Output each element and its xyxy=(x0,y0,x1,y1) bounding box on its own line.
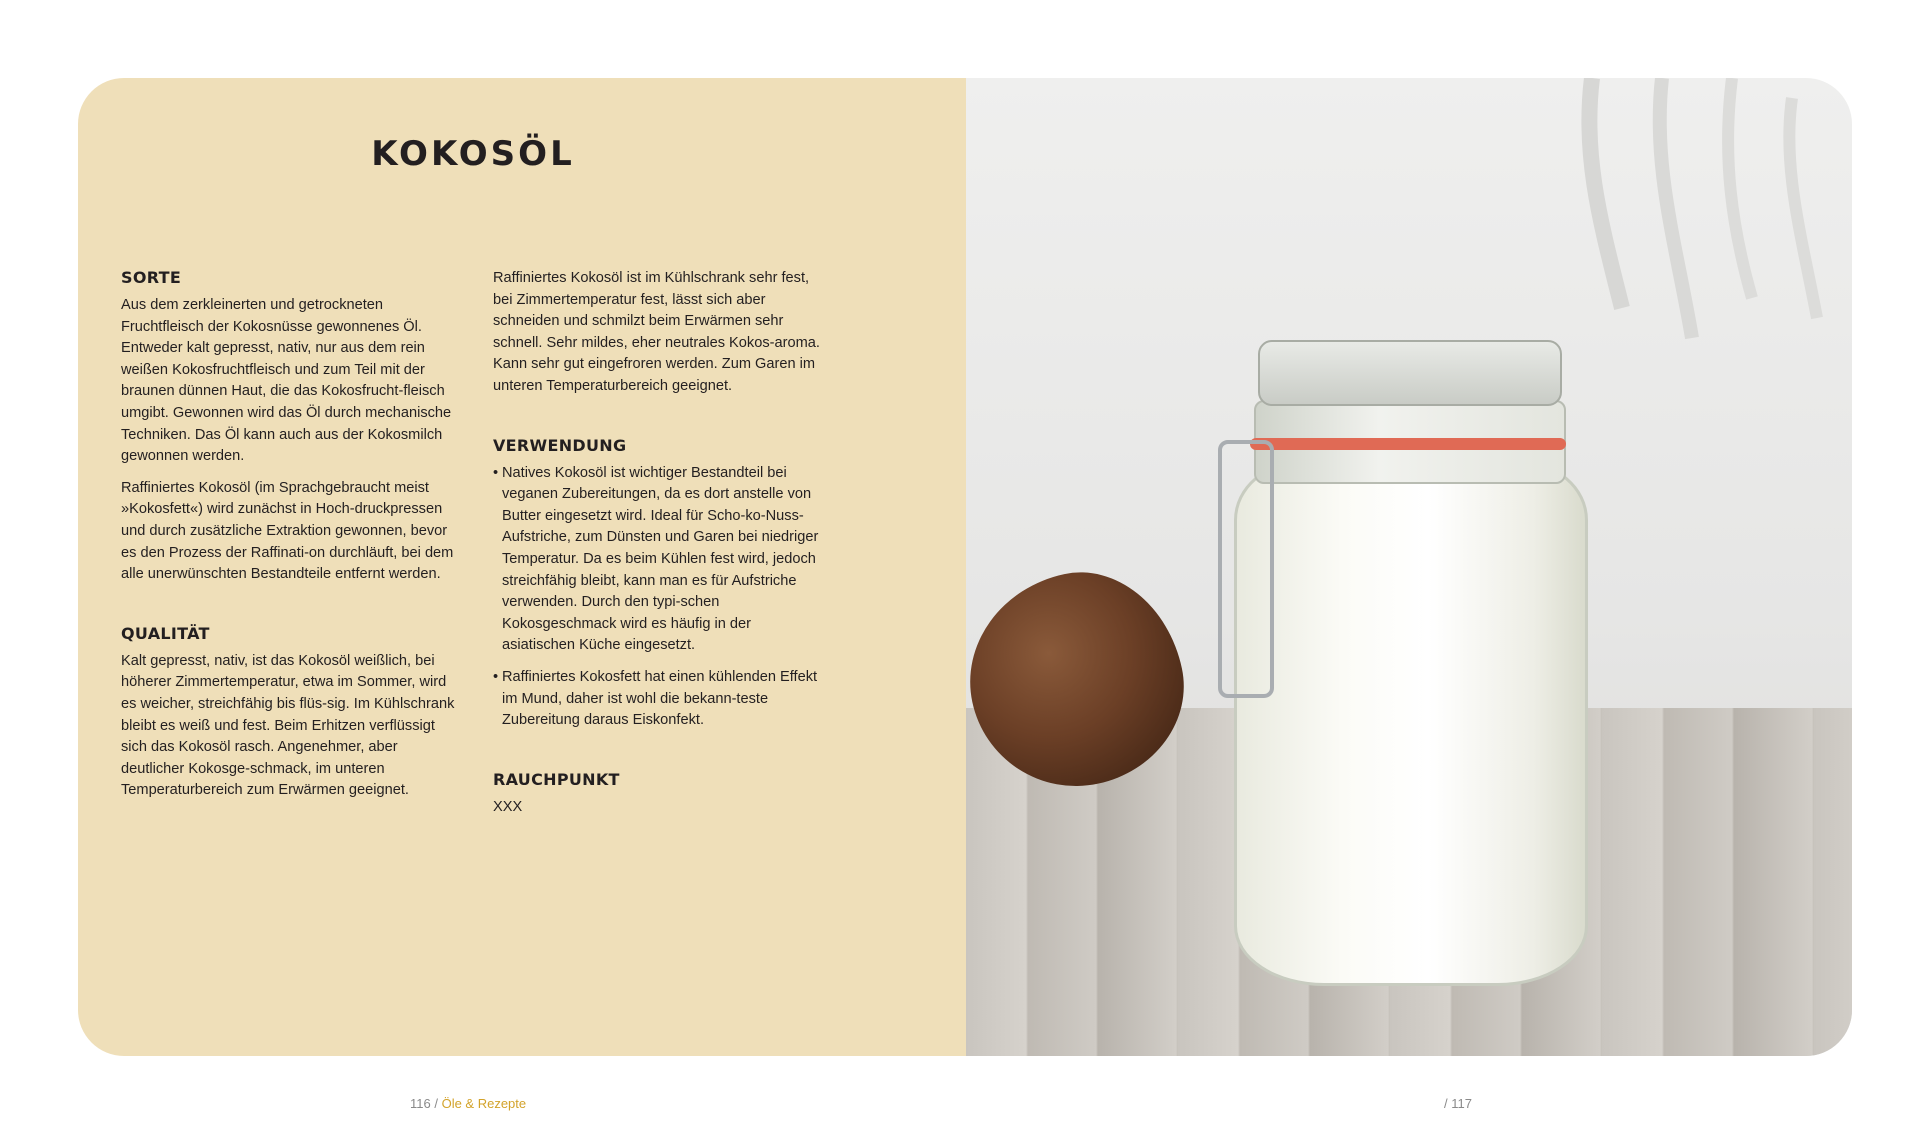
sorte-heading: SORTE xyxy=(121,268,182,287)
bullet-item xyxy=(493,667,828,732)
bullet-icon: • xyxy=(493,668,499,685)
glass-jar xyxy=(1224,340,1592,990)
rubber-seal xyxy=(1250,438,1566,450)
text-column-left xyxy=(121,268,461,812)
sorte-paragraph-2: Raffiniertes Kokosöl (im Sprachgebraucht meist »Kokosfett«) wird zunächst in Hoch-druckpressen und durch zusätzliche Extraktion gewonnen, bevor es den Prozess der Raffinati-on durchläuft, bei dem alle unerwünschten Bestandteile entfernt werden. xyxy=(121,479,454,583)
sorte-paragraph-1: Aus dem zerkleinerten und getrockneten Fruchtfleisch der Kokosnüsse gewonnenes Öl. Entweder kalt gepresst, nativ, nur aus dem rein weißen Kokosfruchtfleisch und zum Teil mit der braunen dünnen Haut, die das Kokosfrucht-fleisch umgibt. Gewonnen wird das Öl durch mechanische Techniken. Das Öl kann auch aus der Kokosmilch gewonnen werden. xyxy=(121,297,452,465)
text-column-right xyxy=(493,268,828,828)
page-title: KOKOSÖL xyxy=(371,134,575,174)
jar-body xyxy=(1234,460,1588,986)
rauchpunkt-heading: RAUCHPUNKT xyxy=(493,769,620,789)
bullet-icon: • xyxy=(493,464,499,481)
refined-oil-paragraph: Raffiniertes Kokosöl ist im Kühlschrank sehr fest, bei Zimmertemperatur fest, lässt sich aber schneiden und schmilzt beim Erwärmen sehr schnell. Sehr mildes, eher neutrales Kokos-aroma. Kann sehr gut eingefroren werden. Zum Garen im unteren Temperaturbereich geeignet. xyxy=(493,270,820,394)
jar-lid xyxy=(1258,340,1562,406)
page-number-right: / 117 xyxy=(1444,1096,1472,1111)
page-number-left: 116 / xyxy=(410,1096,438,1111)
photo-coconut-oil-jar xyxy=(966,78,1852,1056)
left-page xyxy=(78,78,966,1056)
qualitaet-paragraph: Kalt gepresst, nativ, ist das Kokosöl weißlich, bei höherer Zimmertemperatur, etwa im Sommer, wird es weicher, streichfähig bis flüs-sig. Im Kühlschrank bleibt es weiß und fest. Beim Erhitzen verflüssigt sich das Kokosöl rasch. Angenehmer, aber deutlicher Kokosge-schmack, im unteren Temperaturbereich zum Erwärmen geeignet. xyxy=(121,652,455,799)
wire-clasp xyxy=(1218,440,1274,698)
book-spread xyxy=(78,78,1852,1056)
qualitaet-heading: QUALITÄT xyxy=(121,623,210,643)
rauchpunkt-value: XXX xyxy=(493,798,523,815)
bullet-text-1: Natives Kokosöl ist wichtiger Bestandteil bei veganen Zubereitungen, da es dort anstelle von Butter eingesetzt wird. Ideal für Scho-ko-Nuss-Aufstriche, zum Dünsten und Garen bei niedriger Temperatur. Da es beim Kühlen fest wird, jedoch streichfähig bleibt, kann man es für Aufstriche verwenden. Durch den typi-schen Kokosgeschmack wird es häufig in der asiatischen Küche eingesetzt. xyxy=(502,464,819,654)
section-name: Öle & Rezepte xyxy=(441,1096,527,1111)
bullet-text-2: Raffiniertes Kokosfett hat einen kühlenden Effekt im Mund, daher ist wohl die bekann-teste Zubereitung daraus Eiskonfekt. xyxy=(502,668,818,729)
bullet-item xyxy=(493,463,828,657)
footer-left xyxy=(410,1096,526,1111)
verwendung-heading: VERWENDUNG xyxy=(493,435,627,455)
